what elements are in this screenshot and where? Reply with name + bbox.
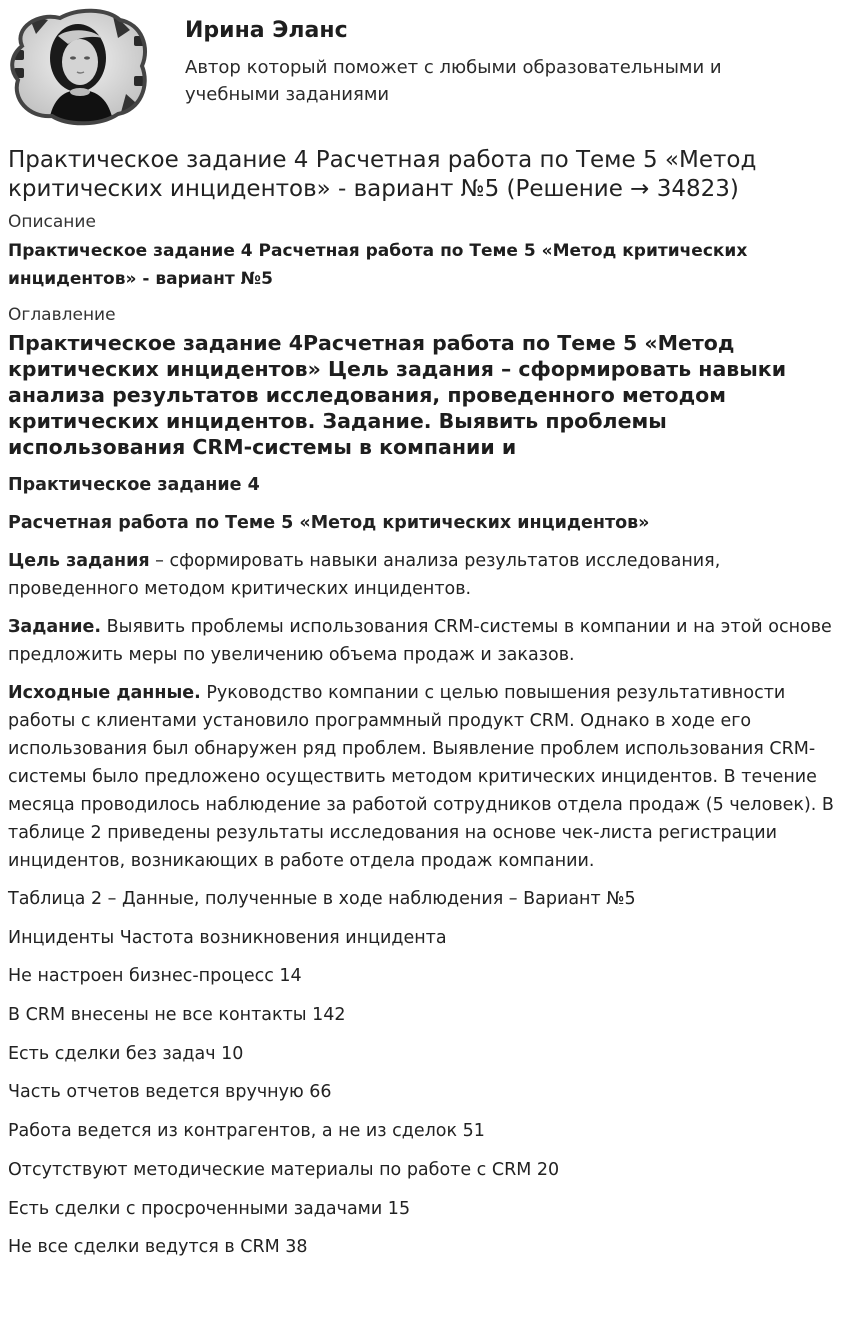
- description-label: Описание: [8, 212, 96, 232]
- goal-paragraph: [8, 547, 840, 603]
- table-row: Работа ведется из контрагентов, а не из сделок 51: [8, 1121, 485, 1142]
- table-row: Есть сделки с просроченными задачами 15: [8, 1198, 411, 1219]
- table-row: Часть отчетов ведется вручную 66: [8, 1082, 332, 1103]
- work-title: Расчетная работа по Теме 5 «Метод критических инцидентов»: [8, 513, 650, 533]
- table-row: Не все сделки ведутся в CRM 38: [8, 1237, 308, 1258]
- assignment-label: Задание.: [8, 617, 102, 637]
- toc-label: Оглавление: [8, 305, 116, 325]
- table-row: Отсутствуют методические материалы по работе с CRM 20: [8, 1159, 560, 1180]
- work-content: [8, 146, 840, 1272]
- source-data-label: Исходные данные.: [8, 683, 201, 703]
- table-caption: Таблица 2 – Данные, полученные в ходе наблюдения – Вариант №5: [8, 889, 636, 909]
- task-title: Практическое задание 4: [8, 475, 260, 495]
- table-row: Не настроен бизнес-процесс 14: [8, 966, 302, 987]
- table-header: Инциденты Частота возникновения инцидента: [8, 927, 447, 948]
- author-description: Автор который поможет с любыми образовательными и учебными заданиями: [185, 57, 722, 105]
- goal-label: Цель задания: [8, 551, 150, 571]
- goal-text: – сформировать навыки анализа результатов исследования, проведенного методом критических инцидентов.: [8, 551, 721, 599]
- author-avatar[interactable]: [8, 6, 150, 126]
- assignment-text: Выявить проблемы использования CRM-системы в компании и на этой основе предложить меры по увеличению объема продаж и заказов.: [8, 617, 832, 665]
- author-card: [8, 6, 838, 128]
- description-text: Практическое задание 4 Расчетная работа по Теме 5 «Метод критических инцидентов» - вариант №5: [8, 241, 748, 289]
- assignment-paragraph: [8, 613, 840, 669]
- source-data-text: Руководство компании с целью повышения результативности работы с клиентами установило программный продукт CRM. Однако в ходе его использования был обнаружен ряд проблем. Выявление проблем использования CRM-системы было предложено осуществить методом критических инцидентов. В течение месяца проводилось наблюдение за работой сотрудников отдела продаж (5 человек). В таблице 2 приведены результаты исследования на основе чек-листа регистрации инцидентов, возникающих в работе отдела продаж компании.: [8, 683, 834, 871]
- page-title: Практическое задание 4 Расчетная работа по Теме 5 «Метод критических инцидентов» - вариант №5 (Решение → 34823): [8, 147, 757, 202]
- author-name[interactable]: Ирина Эланс: [185, 18, 348, 43]
- table-row: В CRM внесены не все контакты 142: [8, 1005, 346, 1026]
- avatar-image: [8, 6, 150, 126]
- toc-heading: Практическое задание 4Расчетная работа по Теме 5 «Метод критических инцидентов» Цель задания – сформировать навыки анализа результатов исследования, проведенного методом критических инцидентов. Задание. Выявить проблемы использования CRM-системы в компании и: [8, 331, 787, 459]
- source-data-paragraph: [8, 679, 840, 875]
- table-row: Есть сделки без задач 10: [8, 1043, 244, 1064]
